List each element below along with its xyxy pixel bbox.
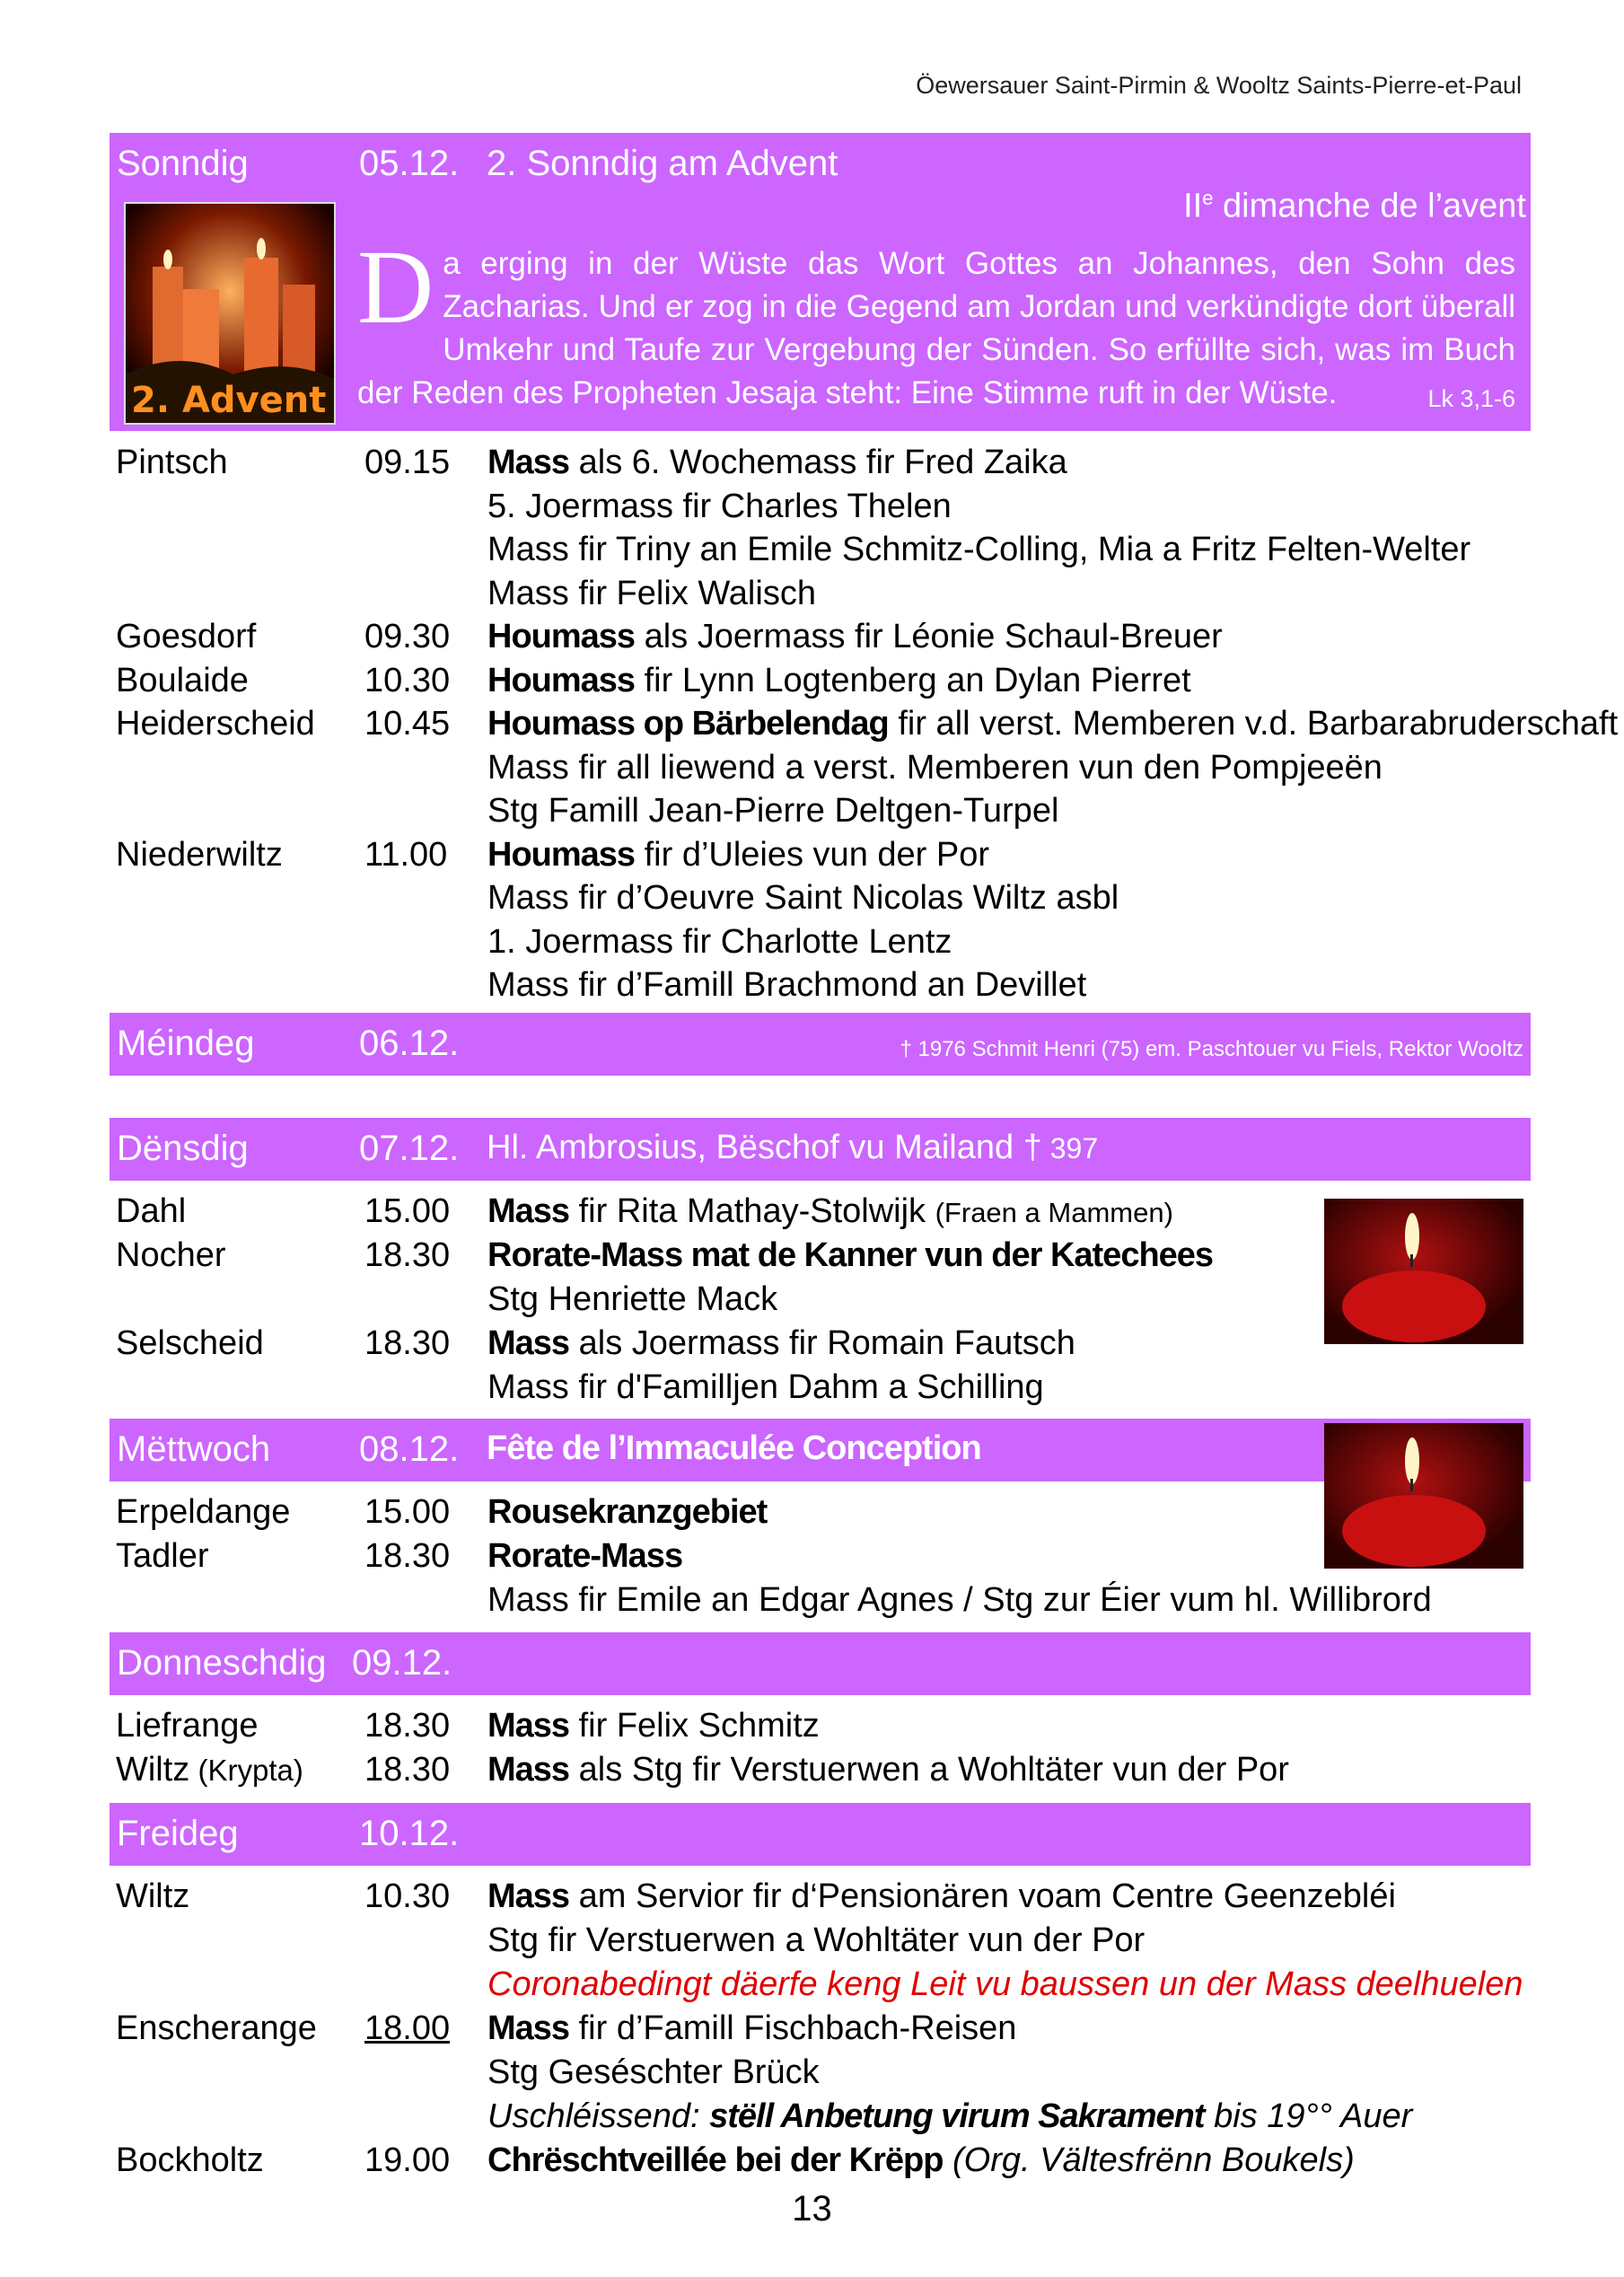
schedule-row — [0, 923, 1624, 967]
place-name: Selscheid — [116, 1324, 264, 1362]
mass-detail: als Stg fir Verstuerwen a Wohltäter vun der Por — [569, 1751, 1289, 1789]
schedule-row — [0, 1965, 1624, 2009]
mass-detail: Mass fir Felix Walisch — [487, 574, 816, 612]
schedule-row — [0, 575, 1624, 619]
mass-type: Mass — [487, 1751, 570, 1789]
subtitle-rest: dimanche de l’avent — [1213, 187, 1526, 225]
advent-candles-image — [124, 202, 336, 425]
mass-description — [487, 836, 989, 875]
mass-detail-small: (Fraen a Mammen) — [935, 1197, 1173, 1228]
mass-description — [487, 488, 952, 526]
schedule-row — [0, 1921, 1624, 1965]
day-note: † 1976 Schmit Henri (75) em. Paschtouer vu Fiels, Rektor Wooltz — [900, 1037, 1523, 1061]
mass-type: Chrëschtveillée bei der Krëpp — [487, 2141, 944, 2179]
mass-description — [487, 1707, 820, 1745]
mass-time: 11.00 — [364, 835, 448, 874]
mass-description — [487, 1192, 1173, 1231]
mass-time: 18.30 — [364, 1236, 451, 1274]
mass-type: Mass — [487, 1707, 570, 1745]
schedule-row — [0, 618, 1624, 662]
mass-type: Houmass op Bärbelendag — [487, 705, 889, 743]
corona-notice: Coronabedingt däerfe keng Leit vu baussen un der Mass deelhuelen — [487, 1965, 1523, 2003]
candle-icon — [1324, 1199, 1523, 1344]
mass-description — [487, 2141, 1355, 2180]
mass-detail: fir Rita Mathay-Stolwijk — [569, 1192, 935, 1230]
mass-time: 18.30 — [364, 1324, 451, 1362]
mass-type: Mass — [487, 1324, 570, 1362]
place-name: Liefrange — [116, 1707, 259, 1745]
day-date: 07.12. — [359, 1129, 460, 1168]
schedule-row — [0, 1493, 1624, 1537]
mass-description — [487, 749, 1383, 787]
day-title: 2. Sonndig am Advent — [487, 144, 838, 183]
mass-time: 19.00 — [364, 2141, 451, 2179]
mass-description — [487, 792, 1058, 831]
place-name: Erpeldange — [116, 1493, 291, 1531]
mass-type: Mass — [487, 2009, 570, 2047]
mass-time: 18.00 — [364, 2009, 451, 2047]
mass-description — [487, 2009, 1016, 2048]
day-name: Méindeg — [117, 1024, 255, 1063]
mass-time: 09.30 — [364, 618, 451, 655]
schedule-row — [0, 1707, 1624, 1751]
place-name: Niederwiltz — [116, 835, 283, 874]
day-date: 10.12. — [359, 1814, 460, 1853]
schedule-row — [0, 2009, 1624, 2053]
mass-description: Stg fir Verstuerwen a Wohltäter vun der Por — [487, 1921, 1146, 1959]
title-year: 397 — [1041, 1132, 1099, 1165]
mass-description: Mass fir d'Familljen Dahm a Schilling — [487, 1368, 1044, 1406]
mass-type: Mass — [487, 444, 570, 481]
day-name: Mëttwoch — [117, 1429, 271, 1469]
mass-detail: fir d’Famill Fischbach-Reisen — [569, 2009, 1017, 2047]
schedule-row — [0, 2141, 1624, 2185]
mass-detail: fir Felix Schmitz — [569, 1707, 820, 1745]
schedule-row — [0, 836, 1624, 880]
mass-type: Mass — [487, 1192, 570, 1230]
mass-description — [487, 966, 1086, 1005]
note-bold: stëll Anbetung virum Sakrament — [709, 2097, 1205, 2135]
place-main: Wiltz — [116, 1751, 190, 1789]
place-name — [116, 1751, 303, 1789]
mass-time: 18.30 — [364, 1537, 451, 1575]
mass-time: 10.30 — [364, 1877, 451, 1915]
mass-detail: Mass fir d’Famill Brachmond an Devillet — [487, 966, 1087, 1004]
place-name: Dahl — [116, 1192, 187, 1230]
place-name: Boulaide — [116, 661, 249, 699]
mass-description — [487, 1877, 1396, 1916]
mass-detail: Mass fir d’Oeuvre Saint Nicolas Wiltz asbl — [487, 879, 1119, 917]
schedule-row — [0, 966, 1624, 1010]
day-name: Freideg — [117, 1814, 239, 1853]
place-name: Goesdorf — [116, 618, 257, 655]
mass-type: Houmass — [487, 835, 636, 874]
mass-description — [487, 1324, 1075, 1363]
day-bar-mettwoch — [110, 1419, 1531, 1481]
day-subtitle — [1183, 187, 1526, 226]
schedule-row — [0, 1751, 1624, 1795]
mass-time: 10.45 — [364, 705, 451, 743]
mass-detail: als 6. Wochemass fir Fred Zaika — [569, 444, 1067, 481]
schedule-row — [0, 1537, 1624, 1581]
place-name: Bockholtz — [116, 2141, 264, 2179]
gospel-dropcap: D — [357, 228, 435, 346]
mass-description — [487, 575, 816, 613]
note-part: bis 19°° Auer — [1204, 2097, 1413, 2135]
mass-description — [487, 531, 1470, 569]
mass-type: Houmass — [487, 661, 636, 699]
mass-description: Mass fir Emile an Edgar Agnes / Stg zur Éier vum hl. Willibrord — [487, 1581, 1432, 1619]
parish-header: Öewersauer Saint-Pirmin & Wooltz Saints-Pierre-et-Paul — [916, 72, 1522, 99]
mass-detail: Stg Famill Jean-Pierre Deltgen-Turpel — [487, 792, 1059, 830]
mass-time: 10.30 — [364, 661, 451, 699]
schedule-row — [0, 531, 1624, 575]
mass-description — [487, 923, 952, 962]
mass-time: 18.30 — [364, 1751, 451, 1789]
mass-description: Stg Geséschter Brück — [487, 2053, 820, 2091]
schedule-row — [0, 662, 1624, 706]
day-date: 08.12. — [359, 1429, 460, 1469]
day-bar-freideg — [110, 1803, 1531, 1866]
gospel-text — [357, 228, 1515, 420]
schedule-row — [0, 749, 1624, 793]
place-name: Pintsch — [116, 444, 228, 481]
mass-detail: fir all verst. Memberen v.d. Barbarabruderschaft — [888, 705, 1619, 743]
place-name: Wiltz — [116, 1877, 190, 1915]
gospel-body: a erging in der Wüste das Wort Gottes an Johannes, den Sohn des Zacharias. Und er zog in die Gegend am Jordan und verkündigte dort überall Umkehr und Taufe zur Vergebung der Sünden. So erfüllte sich, was im Buch der Reden des Propheten Jesaja steht: Eine Stimme ruft in der Wüste. — [357, 246, 1515, 410]
mass-time: 18.30 — [364, 1707, 451, 1745]
mass-time: 09.15 — [364, 444, 451, 481]
subtitle-sup: e — [1202, 187, 1214, 209]
day-name: Dënsdig — [117, 1129, 249, 1168]
schedule-row — [0, 488, 1624, 532]
place-name: Tadler — [116, 1537, 209, 1575]
mass-detail: als Joermass fir Romain Fautsch — [569, 1324, 1075, 1362]
mass-time: 15.00 — [364, 1192, 451, 1230]
schedule-row — [0, 879, 1624, 923]
day-name: Donneschdig — [117, 1643, 327, 1683]
adoration-note — [487, 2097, 1412, 2136]
note-part: Uschléissend: — [487, 2097, 710, 2135]
rorate-candle-image — [1324, 1199, 1523, 1344]
day-title: Fête de l’Immaculée Conception — [487, 1429, 981, 1467]
mass-detail: als Joermass fir Léonie Schaul-Breuer — [635, 618, 1223, 655]
mass-description: Rorate-Mass mat de Kanner vun der Katechees — [487, 1236, 1214, 1274]
mass-description: Stg Henriette Mack — [487, 1280, 778, 1318]
schedule-row — [0, 2097, 1624, 2141]
day-date: 06.12. — [359, 1024, 460, 1063]
place-name: Nocher — [116, 1236, 226, 1274]
page-number: 13 — [792, 2189, 832, 2229]
mass-description — [487, 444, 1067, 482]
day-date: 09.12. — [352, 1643, 452, 1683]
day-title — [487, 1129, 1098, 1167]
schedule-row — [0, 705, 1624, 749]
day-bar-densdig — [110, 1118, 1531, 1181]
schedule-row — [0, 1581, 1624, 1625]
schedule-row — [0, 2053, 1624, 2097]
mass-detail: fir d’Uleies vun der Por — [635, 835, 989, 874]
place-name: Enscherange — [116, 2009, 317, 2047]
mass-time: 15.00 — [364, 1493, 451, 1531]
mass-detail: Mass fir Triny an Emile Schmitz-Colling, Mia a Fritz Felten-Welter — [487, 531, 1471, 568]
schedule-row — [0, 444, 1624, 488]
mass-type: Mass — [487, 1877, 570, 1915]
mass-description: Rorate-Mass — [487, 1537, 683, 1575]
mass-description — [487, 705, 1618, 743]
gospel-reference: Lk 3,1-6 — [1427, 385, 1515, 412]
schedule-row — [0, 1368, 1624, 1412]
day-date: 05.12. — [359, 144, 460, 183]
mass-detail: am Servior fir d‘Pensionären voam Centre Geenzebléi — [569, 1877, 1396, 1915]
mass-detail: Mass fir all liewend a verst. Memberen vun den Pompjeeën — [487, 748, 1383, 787]
mass-description — [487, 879, 1119, 918]
mass-description — [487, 618, 1223, 656]
subtitle-main: II — [1183, 187, 1203, 225]
mass-description: Rousekranzgebiet — [487, 1493, 768, 1531]
image-caption: 2. Advent — [131, 380, 327, 421]
mass-detail: fir Lynn Logtenberg an Dylan Pierret — [635, 661, 1191, 699]
day-name: Sonndig — [117, 144, 249, 183]
mass-type: Houmass — [487, 618, 636, 655]
mass-description — [487, 662, 1191, 700]
schedule-row — [0, 792, 1624, 836]
schedule-row — [0, 1877, 1624, 1921]
mass-description — [487, 1751, 1289, 1789]
mass-detail: (Org. Vältesfrënn Boukels) — [943, 2141, 1355, 2179]
place-suffix: (Krypta) — [189, 1754, 303, 1787]
title-text: Hl. Ambrosius, Bëschof vu Mailand † — [487, 1129, 1042, 1166]
day-bar-meindeg — [110, 1013, 1531, 1076]
day-bar-donneschdig — [110, 1632, 1531, 1695]
mass-detail: 5. Joermass fir Charles Thelen — [487, 487, 952, 525]
place-name: Heiderscheid — [116, 705, 315, 743]
mass-detail: 1. Joermass fir Charlotte Lentz — [487, 922, 952, 961]
advent-candles-icon — [126, 204, 334, 423]
